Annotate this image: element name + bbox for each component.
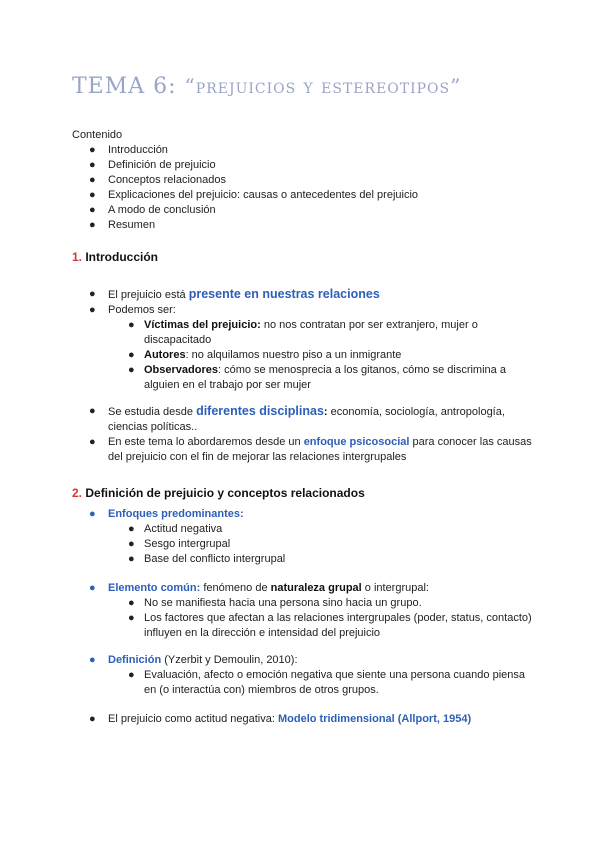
item-text: Los factores que afectan a las relaciones intergrupales (poder, status, contacto) influyen en la dirección e intensidad del prejuicio <box>144 612 532 639</box>
item-text: El prejuicio como actitud negativa: <box>108 713 278 725</box>
table-of-contents <box>72 128 532 233</box>
definicion-list <box>72 653 532 698</box>
item-text: En este tema lo abordaremos desde un <box>108 436 304 448</box>
bold-term: naturaleza grupal <box>270 582 362 594</box>
sub-list-item <box>72 537 532 552</box>
highlight-text: Enfoques predominantes: <box>108 508 244 520</box>
sub-list-item <box>72 611 532 641</box>
bullet-icon: ● <box>128 597 135 609</box>
toc-item-text: Explicaciones del prejuicio: causas o antecedentes del prejuicio <box>108 189 419 201</box>
sub-list-item <box>72 552 532 567</box>
bullet-icon: ● <box>89 508 96 520</box>
toc-heading: Contenido <box>72 129 123 141</box>
item-text: El prejuicio está <box>108 289 189 301</box>
title-prefix: TEMA 6: <box>72 74 185 99</box>
list-item <box>72 287 532 303</box>
section-1-list-a <box>72 287 532 393</box>
toc-item-text: Resumen <box>108 219 156 231</box>
item-text: (Yzerbit y Demoulin, 2010): <box>161 654 298 666</box>
bullet-icon: ● <box>89 436 96 448</box>
toc-item <box>72 203 532 218</box>
bullet-icon: ● <box>89 219 96 231</box>
sub-list-item <box>72 318 532 348</box>
item-text: No se manifiesta hacia una persona sino hacia un grupo. <box>144 597 422 609</box>
bullet-icon: ● <box>89 288 96 300</box>
bullet-icon: ● <box>128 612 135 624</box>
section-1-list-b <box>72 404 532 465</box>
section-1-heading <box>72 250 532 265</box>
bold-term: Víctimas del prejuicio: <box>144 319 261 331</box>
toc-item <box>72 173 532 188</box>
item-text: fenómeno de <box>200 582 271 594</box>
page-title <box>72 74 461 99</box>
item-text: o intergrupal: <box>361 582 429 594</box>
toc-list <box>72 143 532 233</box>
toc-item <box>72 188 532 203</box>
section-number: 1. <box>72 250 83 264</box>
item-text: economía, sociología, antropología, ciencias políticas.. <box>108 406 505 433</box>
list-item <box>72 581 532 596</box>
list-item <box>72 653 532 668</box>
item-text: no nos contratan por ser extranjero, mujer o discapacitado <box>144 319 478 346</box>
item-text: : no alquilamos nuestro piso a un inmigrante <box>185 349 402 361</box>
bullet-icon: ● <box>89 144 96 156</box>
sub-list-item <box>72 596 532 611</box>
list-item <box>72 303 532 318</box>
item-text: Podemos ser: <box>108 304 176 316</box>
bullet-icon: ● <box>128 669 135 681</box>
title-rest: “prejuicios y estereotipos” <box>184 74 462 98</box>
bullet-icon: ● <box>89 174 96 186</box>
bullet-icon: ● <box>89 159 96 171</box>
colon-text: : <box>323 406 328 418</box>
sub-list-item <box>72 522 532 537</box>
enfoques-list <box>72 507 532 567</box>
bullet-icon: ● <box>128 538 135 550</box>
bullet-icon: ● <box>128 349 135 361</box>
item-text: Sesgo intergrupal <box>144 538 231 550</box>
toc-item-text: A modo de conclusión <box>108 204 216 216</box>
highlight-text: Modelo tridimensional (Allport, 1954) <box>277 713 472 725</box>
bullet-icon: ● <box>128 553 135 565</box>
toc-item <box>72 158 532 173</box>
bullet-icon: ● <box>128 523 135 535</box>
section-2-heading <box>72 486 532 501</box>
highlight-text: enfoque psicosocial <box>303 436 410 448</box>
highlight-text: diferentes disciplinas <box>196 404 324 418</box>
toc-item <box>72 218 532 233</box>
list-item <box>72 712 532 727</box>
highlight-text: Definición <box>108 654 162 666</box>
toc-item-text: Introducción <box>108 144 168 156</box>
item-text: Evaluación, afecto o emoción negativa que siente una persona cuando piensa en (o interactúa con) miembros de otros grupos. <box>144 669 525 696</box>
section-title: Introducción <box>82 250 159 264</box>
bold-term: Observadores <box>144 364 218 376</box>
highlight-text: Elemento común: <box>108 582 201 594</box>
toc-item-text: Definición de prejuicio <box>108 159 216 171</box>
item-text: : cómo se menosprecia a los gitanos, cómo se discrimina a alguien en el trabajo por ser mujer <box>144 364 506 391</box>
section-title: Definición de prejuicio y conceptos relacionados <box>82 486 365 500</box>
sub-list-item <box>72 348 532 363</box>
toc-item-text: Conceptos relacionados <box>108 174 227 186</box>
bullet-icon: ● <box>89 189 96 201</box>
item-text: Base del conflicto intergrupal <box>144 553 286 565</box>
section-number: 2. <box>72 486 83 500</box>
bold-term: Autores <box>144 349 186 361</box>
list-item <box>72 507 532 522</box>
bullet-icon: ● <box>89 713 96 725</box>
bullet-icon: ● <box>89 304 96 316</box>
list-item <box>72 404 532 435</box>
bullet-icon: ● <box>89 204 96 216</box>
elemento-comun-list <box>72 581 532 641</box>
item-text: Se estudia desde <box>108 406 197 418</box>
bullet-icon: ● <box>128 364 135 376</box>
item-text: para conocer las causas del prejuicio con el fin de mejorar las relaciones intergrupales <box>108 436 532 463</box>
sub-list-item <box>72 668 532 698</box>
toc-item <box>72 143 532 158</box>
bullet-icon: ● <box>89 582 96 594</box>
item-text: Actitud negativa <box>144 523 223 535</box>
bullet-icon: ● <box>89 405 96 417</box>
bullet-icon: ● <box>89 654 96 666</box>
list-item <box>72 435 532 465</box>
highlight-text: presente en nuestras relaciones <box>188 287 380 301</box>
modelo-list <box>72 712 532 727</box>
bullet-icon: ● <box>128 319 135 331</box>
sub-list-item <box>72 363 532 393</box>
